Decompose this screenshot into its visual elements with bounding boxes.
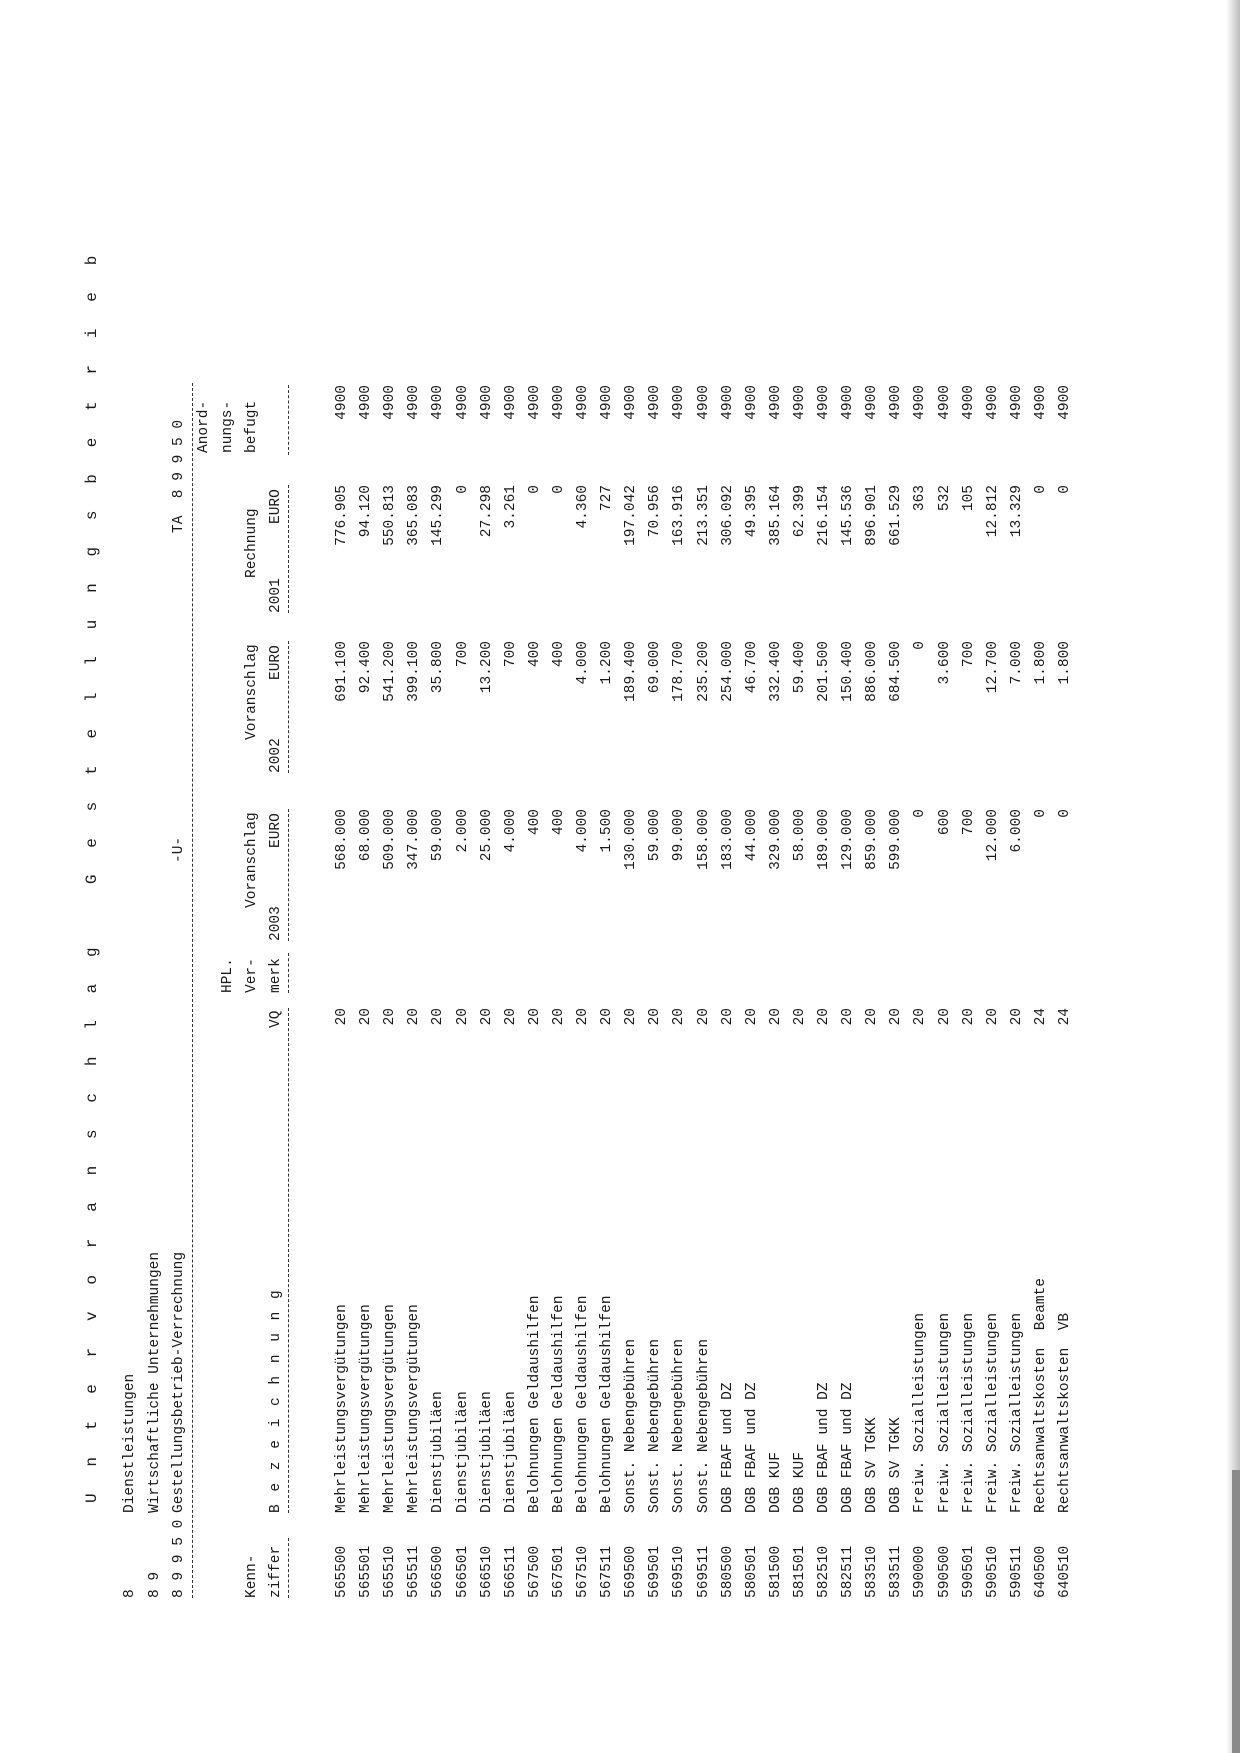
rechnung-2001-cell: 12.812 (984, 485, 1001, 538)
rechnung-2001-cell: 385.164 (767, 485, 784, 546)
vq-cell: 20 (526, 1008, 543, 1026)
anordnungsbefugt-cell: 4900 (671, 385, 688, 420)
voranschlag-2003-cell: 0 (1057, 809, 1073, 818)
table-row (595, 0, 619, 1753)
table-row (330, 0, 354, 1753)
table-row (475, 0, 499, 1753)
kennziffer-cell: 567510 (575, 1545, 591, 1598)
rechnung-2001-cell: 197.042 (623, 485, 640, 546)
anordnungsbefugt-cell: 4900 (502, 385, 519, 420)
kennziffer-cell: 640500 (1032, 1545, 1049, 1598)
kennziffer-cell: 583511 (888, 1545, 905, 1598)
rechnung-2001-cell: 49.395 (743, 485, 760, 538)
rechnung-2001-cell: 216.154 (816, 485, 832, 546)
vq-cell: 20 (623, 1008, 640, 1026)
col-kenn-1: Kenn- (244, 1554, 260, 1598)
col-divider (288, 385, 289, 455)
header-code-2: 8 9 (147, 1571, 163, 1598)
col-r01-cur: EURO (268, 489, 284, 524)
vq-cell: 20 (984, 1008, 1001, 1026)
table-row (619, 0, 643, 1753)
voranschlag-2003-cell: 4.000 (502, 809, 519, 853)
col-r01-a: Rechnung (244, 508, 260, 578)
vq-cell: 20 (334, 1008, 350, 1026)
vq-cell: 20 (430, 1008, 447, 1026)
table-row (884, 0, 908, 1753)
vq-cell: 20 (478, 1008, 495, 1026)
rechnung-2001-cell: 13.329 (1008, 485, 1025, 538)
table-row (547, 0, 571, 1753)
bezeichnung-cell: Dienstjubiläen (430, 1391, 447, 1513)
anordnungsbefugt-cell: 4900 (936, 385, 953, 420)
anordnungsbefugt-cell: 4900 (743, 385, 760, 420)
col-v02-year: 2002 (268, 738, 284, 773)
voranschlag-2002-cell: 400 (550, 641, 567, 668)
voranschlag-2003-cell: 2.000 (454, 809, 471, 853)
bezeichnung-cell: Freiw. Sozialleistungen (936, 1312, 953, 1513)
rechnung-2001-cell: 70.956 (647, 485, 664, 538)
voranschlag-2002-cell: 178.700 (671, 641, 688, 702)
voranschlag-2003-cell: 0 (912, 809, 929, 818)
bezeichnung-cell: Dienstjubiläen (478, 1391, 495, 1513)
vq-cell: 20 (406, 1008, 423, 1026)
rechnung-2001-cell: 661.529 (888, 485, 905, 546)
vq-cell: 20 (671, 1008, 688, 1026)
rechnung-2001-cell: 363 (912, 485, 929, 512)
anordnungsbefugt-cell: 4900 (912, 385, 929, 420)
kennziffer-cell: 583510 (864, 1545, 881, 1598)
voranschlag-2003-cell: 4.000 (575, 809, 591, 853)
bezeichnung-cell: DGB FBAF und DZ (840, 1382, 857, 1513)
ta-label: TA 8 9 9 5 0 (171, 419, 187, 533)
rechnung-2001-cell: 550.813 (382, 485, 399, 546)
col-divider (288, 809, 289, 941)
voranschlag-2003-cell: 509.000 (382, 809, 399, 870)
kennziffer-cell: 567500 (526, 1545, 543, 1598)
col-v02-a: Voranschlag (244, 644, 260, 740)
table-row (667, 0, 691, 1753)
header-divider (192, 383, 193, 1598)
bezeichnung-cell: Rechtsanwaltskosten VB (1057, 1312, 1073, 1513)
bezeichnung-cell: Freiw. Sozialleistungen (960, 1312, 977, 1513)
kennziffer-cell: 581501 (791, 1545, 808, 1598)
col-vq: VQ (268, 1010, 284, 1028)
voranschlag-2002-cell: 400 (526, 641, 543, 668)
table-row (1005, 0, 1029, 1753)
rechnung-2001-cell: 0 (454, 485, 471, 494)
voranschlag-2003-cell: 600 (936, 809, 953, 836)
kennziffer-cell: 566501 (454, 1545, 471, 1598)
bezeichnung-cell: Freiw. Sozialleistungen (984, 1312, 1001, 1513)
voranschlag-2002-cell: 92.400 (358, 641, 375, 694)
vq-cell: 20 (767, 1008, 784, 1026)
voranschlag-2002-cell: 69.000 (647, 641, 664, 694)
bezeichnung-cell: DGB SV TGKK (888, 1417, 905, 1513)
bezeichnung-cell: DGB FBAF und DZ (719, 1382, 736, 1513)
kennziffer-cell: 567501 (550, 1545, 567, 1598)
vq-cell: 20 (1008, 1008, 1025, 1026)
col-r01-year: 2001 (268, 578, 284, 613)
col-divider (288, 641, 289, 773)
col-kenn-2: ziffer (268, 1545, 284, 1598)
vq-cell: 20 (575, 1008, 591, 1026)
vq-cell: 20 (502, 1008, 519, 1026)
vq-cell: 20 (960, 1008, 977, 1026)
voranschlag-2002-cell: 541.200 (382, 641, 399, 702)
rechnung-2001-cell: 0 (550, 485, 567, 494)
voranschlag-2003-cell: 400 (526, 809, 543, 836)
rechnung-2001-cell: 0 (526, 485, 543, 494)
vq-cell: 20 (695, 1008, 712, 1026)
voranschlag-2003-cell: 329.000 (767, 809, 784, 870)
kennziffer-cell: 566511 (502, 1545, 519, 1598)
rechnung-2001-cell: 896.901 (864, 485, 881, 546)
rechnung-2001-cell: 776.905 (334, 485, 350, 546)
vq-cell: 20 (454, 1008, 471, 1026)
vq-cell: 20 (864, 1008, 881, 1026)
anordnungsbefugt-cell: 4900 (767, 385, 784, 420)
table-row (426, 0, 450, 1753)
kennziffer-cell: 590501 (960, 1545, 977, 1598)
vq-cell: 20 (912, 1008, 929, 1026)
rechnung-2001-cell: 94.120 (358, 485, 375, 538)
voranschlag-2003-cell: 568.000 (334, 809, 350, 870)
kennziffer-cell: 640510 (1057, 1545, 1073, 1598)
table-row (788, 0, 812, 1753)
kennziffer-cell: 580501 (743, 1545, 760, 1598)
voranschlag-2003-cell: 12.000 (984, 809, 1001, 862)
vq-cell: 20 (719, 1008, 736, 1026)
anordnungsbefugt-cell: 4900 (430, 385, 447, 420)
rechnung-2001-cell: 727 (599, 485, 616, 512)
voranschlag-2002-cell: 7.000 (1008, 641, 1025, 685)
kennziffer-cell: 569510 (671, 1545, 688, 1598)
col-hpl-3: merk (268, 958, 284, 993)
bezeichnung-cell: Mehrleistungsvergütungen (406, 1304, 423, 1513)
kennziffer-cell: 590510 (984, 1545, 1001, 1598)
kennziffer-cell: 565510 (382, 1545, 399, 1598)
bezeichnung-cell: Sonst. Nebengebühren (695, 1338, 712, 1513)
page-title: U n t e r v o r a n s c h l a g G e s t e l l u n g s b e t r i e b (83, 247, 101, 1503)
anordnungsbefugt-cell: 4900 (623, 385, 640, 420)
table-row (740, 0, 764, 1753)
voranschlag-2003-cell: 130.000 (623, 809, 640, 870)
vq-cell: 20 (840, 1008, 857, 1026)
voranschlag-2002-cell: 1.800 (1032, 641, 1049, 685)
voranschlag-2002-cell: 59.400 (791, 641, 808, 694)
table-row (692, 0, 716, 1753)
table-row (764, 0, 788, 1753)
table-row (571, 0, 595, 1753)
voranschlag-2003-cell: 183.000 (719, 809, 736, 870)
vq-cell: 20 (382, 1008, 399, 1026)
bezeichnung-cell: Freiw. Sozialleistungen (1008, 1312, 1025, 1513)
kennziffer-cell: 590000 (912, 1545, 929, 1598)
anordnungsbefugt-cell: 4900 (888, 385, 905, 420)
voranschlag-2002-cell: 235.200 (695, 641, 712, 702)
rechnung-2001-cell: 306.092 (719, 485, 736, 546)
kennziffer-cell: 582511 (840, 1545, 857, 1598)
table-row (523, 0, 547, 1753)
bezeichnung-cell: Mehrleistungsvergütungen (382, 1304, 399, 1513)
header-code-1: 8 (122, 1589, 138, 1598)
anordnungsbefugt-cell: 4900 (816, 385, 832, 420)
kennziffer-cell: 581500 (767, 1545, 784, 1598)
anordnungsbefugt-cell: 4900 (550, 385, 567, 420)
col-divider (288, 953, 289, 993)
bezeichnung-cell: Belohnungen Geldaushilfen (599, 1295, 616, 1513)
rechnung-2001-cell: 0 (1057, 485, 1073, 494)
voranschlag-2002-cell: 1.800 (1057, 641, 1073, 685)
anordnungsbefugt-cell: 4900 (334, 385, 350, 420)
voranschlag-2003-cell: 25.000 (478, 809, 495, 862)
voranschlag-2002-cell: 700 (454, 641, 471, 668)
rechnung-2001-cell: 163.916 (671, 485, 688, 546)
vq-cell: 20 (550, 1008, 567, 1026)
col-hpl-1: HPL. (220, 958, 236, 993)
anordnungsbefugt-cell: 4900 (864, 385, 881, 420)
vq-cell: 20 (791, 1008, 808, 1026)
voranschlag-2002-cell: 150.400 (840, 641, 857, 702)
anordnungsbefugt-cell: 4900 (647, 385, 664, 420)
kennziffer-cell: 569500 (623, 1545, 640, 1598)
voranschlag-2003-cell: 6.000 (1008, 809, 1025, 853)
col-divider (288, 1538, 289, 1598)
anordnungsbefugt-cell: 4900 (358, 385, 375, 420)
rechnung-2001-cell: 365.083 (406, 485, 423, 546)
rechnung-2001-cell: 4.360 (575, 485, 591, 529)
table-row (378, 0, 402, 1753)
kennziffer-cell: 566500 (430, 1545, 447, 1598)
voranschlag-2003-cell: 189.000 (816, 809, 832, 870)
col-anb-3: befugt (244, 400, 260, 453)
table-row (354, 0, 378, 1753)
anordnungsbefugt-cell: 4900 (575, 385, 591, 420)
col-divider (288, 485, 289, 613)
bezeichnung-cell: Belohnungen Geldaushilfen (526, 1295, 543, 1513)
rechnung-2001-cell: 532 (936, 485, 953, 512)
anordnungsbefugt-cell: 4900 (1032, 385, 1049, 420)
table-row (812, 0, 836, 1753)
kennziffer-cell: 580500 (719, 1545, 736, 1598)
voranschlag-2002-cell: 46.700 (743, 641, 760, 694)
kennziffer-cell: 582510 (816, 1545, 832, 1598)
anordnungsbefugt-cell: 4900 (1008, 385, 1025, 420)
anordnungsbefugt-cell: 4900 (454, 385, 471, 420)
voranschlag-2002-cell: 700 (502, 641, 519, 668)
vq-cell: 20 (599, 1008, 616, 1026)
voranschlag-2002-cell: 254.000 (719, 641, 736, 702)
bezeichnung-cell: Sonst. Nebengebühren (671, 1338, 688, 1513)
rechnung-2001-cell: 213.351 (695, 485, 712, 546)
anordnungsbefugt-cell: 4900 (599, 385, 616, 420)
vq-cell: 20 (816, 1008, 832, 1026)
voranschlag-2003-cell: 59.000 (647, 809, 664, 862)
vq-cell: 20 (358, 1008, 375, 1026)
voranschlag-2003-cell: 0 (1032, 809, 1049, 818)
header-text-3: Gestellungsbetrieb-Verrechnung (171, 1251, 187, 1513)
col-bez: B e z e i c h n u n g (268, 1288, 284, 1513)
voranschlag-2003-cell: 129.000 (840, 809, 857, 870)
voranschlag-2003-cell: 158.000 (695, 809, 712, 870)
vq-cell: 20 (936, 1008, 953, 1026)
voranschlag-2003-cell: 68.000 (358, 809, 375, 862)
bezeichnung-cell: Dienstjubiläen (502, 1391, 519, 1513)
voranschlag-2002-cell: 1.200 (599, 641, 616, 685)
table-row (643, 0, 667, 1753)
voranschlag-2003-cell: 400 (550, 809, 567, 836)
voranschlag-2003-cell: 859.000 (864, 809, 881, 870)
voranschlag-2002-cell: 12.700 (984, 641, 1001, 694)
anordnungsbefugt-cell: 4900 (695, 385, 712, 420)
anordnungsbefugt-cell: 4900 (1057, 385, 1073, 420)
anordnungsbefugt-cell: 4900 (719, 385, 736, 420)
voranschlag-2003-cell: 58.000 (791, 809, 808, 862)
col-hpl-2: Ver- (244, 958, 260, 993)
vq-cell: 24 (1057, 1008, 1073, 1026)
anordnungsbefugt-cell: 4900 (406, 385, 423, 420)
header-code-3: 8 9 9 5 0 (171, 1519, 187, 1598)
col-v02-cur: EURO (268, 645, 284, 680)
anordnungsbefugt-cell: 4900 (526, 385, 543, 420)
voranschlag-2003-cell: 99.000 (671, 809, 688, 862)
kennziffer-cell: 567511 (599, 1545, 616, 1598)
voranschlag-2003-cell: 59.000 (430, 809, 447, 862)
kennziffer-cell: 565500 (334, 1545, 350, 1598)
u-mark: -U- (171, 836, 187, 863)
bezeichnung-cell: Dienstjubiläen (454, 1391, 471, 1513)
voranschlag-2003-cell: 700 (960, 809, 977, 836)
table-row (908, 0, 932, 1753)
table-row (860, 0, 884, 1753)
bezeichnung-cell: DGB FBAF und DZ (816, 1382, 832, 1513)
table-row (499, 0, 523, 1753)
col-anb-2: nungs- (220, 400, 236, 453)
table-row (1029, 0, 1053, 1753)
table-row (933, 0, 957, 1753)
voranschlag-2003-cell: 347.000 (406, 809, 423, 870)
bezeichnung-cell: Mehrleistungsvergütungen (334, 1304, 350, 1513)
voranschlag-2002-cell: 35.800 (430, 641, 447, 694)
rechnung-2001-cell: 3.261 (502, 485, 519, 529)
voranschlag-2002-cell: 4.000 (575, 641, 591, 685)
bezeichnung-cell: Freiw. Sozialleistungen (912, 1312, 929, 1513)
voranschlag-2003-cell: 44.000 (743, 809, 760, 862)
voranschlag-2002-cell: 684.500 (888, 641, 905, 702)
bezeichnung-cell: Belohnungen Geldaushilfen (575, 1295, 591, 1513)
table-row (716, 0, 740, 1753)
anordnungsbefugt-cell: 4900 (840, 385, 857, 420)
voranschlag-2003-cell: 599.000 (888, 809, 905, 870)
rechnung-2001-cell: 0 (1032, 485, 1049, 494)
col-v03-a: Voranschlag (244, 812, 260, 908)
voranschlag-2002-cell: 13.200 (478, 641, 495, 694)
vq-cell: 20 (888, 1008, 905, 1026)
bezeichnung-cell: DGB SV TGKK (864, 1417, 881, 1513)
voranschlag-2002-cell: 399.100 (406, 641, 423, 702)
kennziffer-cell: 569501 (647, 1545, 664, 1598)
bezeichnung-cell: Sonst. Nebengebühren (647, 1338, 664, 1513)
vq-cell: 20 (743, 1008, 760, 1026)
anordnungsbefugt-cell: 4900 (984, 385, 1001, 420)
voranschlag-2002-cell: 886.000 (864, 641, 881, 702)
table-row (981, 0, 1005, 1753)
voranschlag-2002-cell: 700 (960, 641, 977, 668)
table-row (836, 0, 860, 1753)
kennziffer-cell: 569511 (695, 1545, 712, 1598)
rechnung-2001-cell: 62.399 (791, 485, 808, 538)
bezeichnung-cell: DGB KUF (767, 1452, 784, 1513)
col-anb-1: Anord- (196, 400, 212, 453)
table-row (957, 0, 981, 1753)
voranschlag-2002-cell: 3.600 (936, 641, 953, 685)
bezeichnung-cell: Belohnungen Geldaushilfen (550, 1295, 567, 1513)
voranschlag-2002-cell: 691.100 (334, 641, 350, 702)
voranschlag-2002-cell: 332.400 (767, 641, 784, 702)
kennziffer-cell: 590500 (936, 1545, 953, 1598)
col-v03-cur: EURO (268, 813, 284, 848)
anordnungsbefugt-cell: 4900 (960, 385, 977, 420)
kennziffer-cell: 590511 (1008, 1545, 1025, 1598)
voranschlag-2002-cell: 0 (912, 641, 929, 650)
anordnungsbefugt-cell: 4900 (791, 385, 808, 420)
col-divider (288, 1008, 289, 1513)
table-row (402, 0, 426, 1753)
voranschlag-2002-cell: 189.400 (623, 641, 640, 702)
voranschlag-2002-cell: 201.500 (816, 641, 832, 702)
rechnung-2001-cell: 145.536 (840, 485, 857, 546)
rechnung-2001-cell: 145.299 (430, 485, 447, 546)
header-text-1: Dienstleistungen (122, 1373, 138, 1513)
bezeichnung-cell: Mehrleistungsvergütungen (358, 1304, 375, 1513)
kennziffer-cell: 565511 (406, 1545, 423, 1598)
bezeichnung-cell: DGB FBAF und DZ (743, 1382, 760, 1513)
col-v03-year: 2003 (268, 906, 284, 941)
voranschlag-2003-cell: 1.500 (599, 809, 616, 853)
rechnung-2001-cell: 27.298 (478, 485, 495, 538)
header-text-2: Wirtschaftliche Unternehmungen (147, 1251, 163, 1513)
bezeichnung-cell: Sonst. Nebengebühren (623, 1338, 640, 1513)
kennziffer-cell: 566510 (478, 1545, 495, 1598)
bezeichnung-cell: Rechtsanwaltskosten Beamte (1032, 1278, 1049, 1513)
vq-cell: 24 (1032, 1008, 1049, 1026)
vq-cell: 20 (647, 1008, 664, 1026)
table-row (451, 0, 475, 1753)
bezeichnung-cell: DGB KUF (791, 1452, 808, 1513)
kennziffer-cell: 565501 (358, 1545, 375, 1598)
table-row (1053, 0, 1077, 1753)
rechnung-2001-cell: 105 (960, 485, 977, 512)
anordnungsbefugt-cell: 4900 (478, 385, 495, 420)
anordnungsbefugt-cell: 4900 (382, 385, 399, 420)
